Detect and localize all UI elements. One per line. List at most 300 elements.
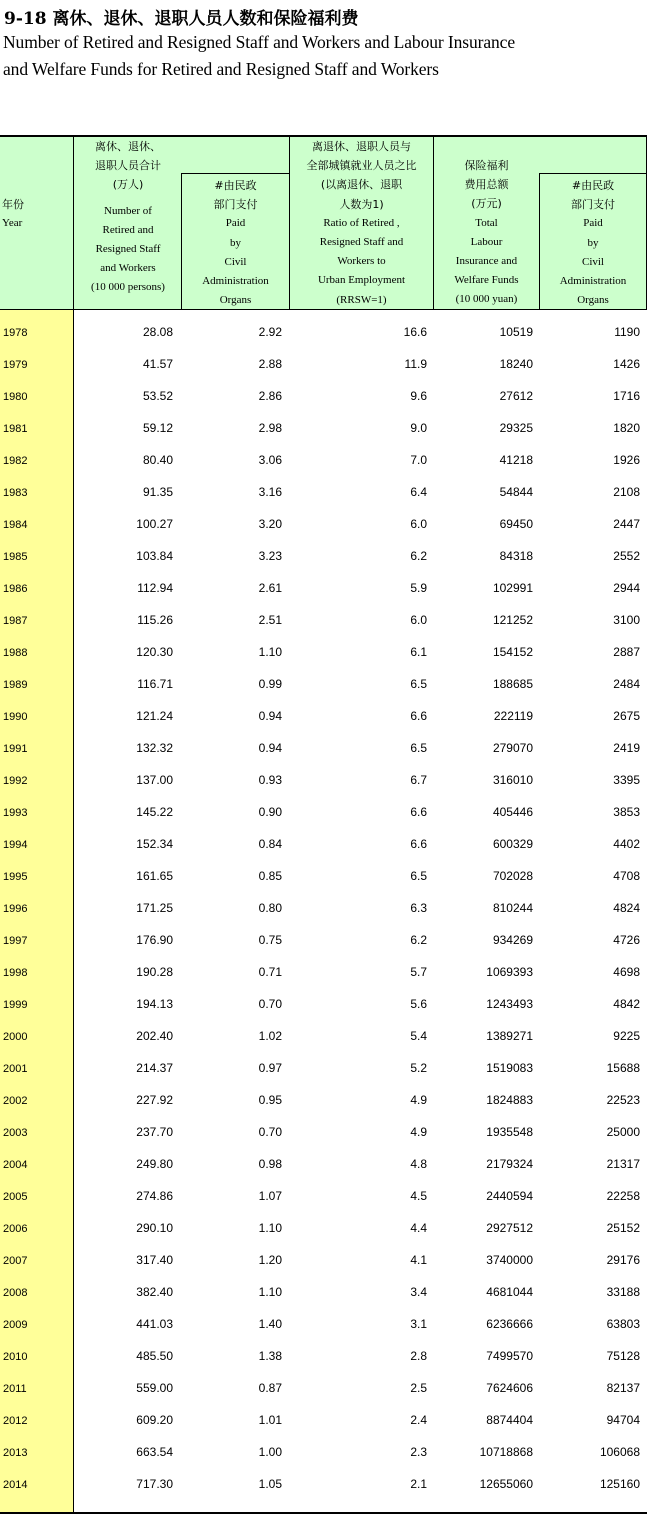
value-cell: 2440594 <box>486 1189 533 1203</box>
header-text: Ratio of Retired , <box>323 216 400 229</box>
value-cell: 10519 <box>499 325 533 339</box>
value-cell: 6.5 <box>410 677 427 691</box>
value-cell: 0.70 <box>258 997 282 1011</box>
value-cell: 0.90 <box>258 805 282 819</box>
value-cell: 103.84 <box>136 549 173 563</box>
value-cell: 5.7 <box>410 965 427 979</box>
value-cell: 22258 <box>606 1189 640 1203</box>
value-cell: 190.28 <box>136 965 173 979</box>
value-cell: 2108 <box>613 485 640 499</box>
value-cell: 121252 <box>492 613 533 627</box>
year-cell: 2003 <box>3 1127 28 1139</box>
header-text: Organs <box>219 294 252 307</box>
value-cell: 1926 <box>613 453 640 467</box>
year-cell: 1985 <box>3 551 28 563</box>
value-cell: 702028 <box>492 869 533 883</box>
header-text: (万人) <box>112 178 144 192</box>
table-row <box>0 728 647 760</box>
value-cell: 279070 <box>492 741 533 755</box>
value-cell: 1519083 <box>486 1061 533 1075</box>
table-row <box>0 984 647 1016</box>
value-cell: 1.20 <box>258 1253 282 1267</box>
year-cell: 1993 <box>3 807 28 819</box>
value-cell: 2.5 <box>410 1381 427 1395</box>
value-cell: 4842 <box>613 997 640 1011</box>
table-row <box>0 792 647 824</box>
header-ratio <box>290 137 433 310</box>
value-cell: 8874404 <box>486 1413 533 1427</box>
year-cell: 2004 <box>3 1159 28 1171</box>
value-cell: 4.9 <box>410 1125 427 1139</box>
year-cell: 2005 <box>3 1191 28 1203</box>
value-cell: 25152 <box>606 1221 640 1235</box>
value-cell: 249.80 <box>136 1157 173 1171</box>
value-cell: 717.30 <box>136 1477 173 1491</box>
year-cell: 1998 <box>3 967 28 979</box>
value-cell: 1069393 <box>486 965 533 979</box>
header-text: by <box>230 236 241 249</box>
year-cell: 2009 <box>3 1319 28 1331</box>
header-text: #由民政 <box>571 179 615 192</box>
value-cell: 94704 <box>606 1413 640 1427</box>
value-cell: 2.4 <box>410 1413 427 1427</box>
value-cell: 609.20 <box>136 1413 173 1427</box>
table-row <box>0 312 647 344</box>
table-row <box>0 600 647 632</box>
value-cell: 137.00 <box>136 773 173 787</box>
value-cell: 0.84 <box>258 837 282 851</box>
table-row <box>0 1336 647 1368</box>
header-text: and Workers <box>100 262 156 275</box>
value-cell: 4698 <box>613 965 640 979</box>
year-cell: 2001 <box>3 1063 28 1075</box>
header-text: 退职人员合计 <box>95 159 161 173</box>
year-cell: 1997 <box>3 935 28 947</box>
value-cell: 5.6 <box>410 997 427 1011</box>
value-cell: 1389271 <box>486 1029 533 1043</box>
table-row <box>0 344 647 376</box>
value-cell: 5.4 <box>410 1029 427 1043</box>
value-cell: 3853 <box>613 805 640 819</box>
value-cell: 75128 <box>606 1349 640 1363</box>
value-cell: 6.2 <box>410 549 427 563</box>
value-cell: 2927512 <box>486 1221 533 1235</box>
table-row <box>0 1080 647 1112</box>
year-cell: 1981 <box>3 423 28 435</box>
year-cell: 2010 <box>3 1351 28 1363</box>
table-row <box>0 1368 647 1400</box>
value-cell: 227.92 <box>136 1093 173 1107</box>
value-cell: 2447 <box>613 517 640 531</box>
year-cell: 1982 <box>3 455 28 467</box>
header-text: Paid <box>583 217 603 230</box>
year-cell: 2013 <box>3 1447 28 1459</box>
value-cell: 290.10 <box>136 1221 173 1235</box>
value-cell: 29325 <box>499 421 533 435</box>
value-cell: 274.86 <box>136 1189 173 1203</box>
value-cell: 4681044 <box>486 1285 533 1299</box>
value-cell: 6.1 <box>410 645 427 659</box>
value-cell: 600329 <box>492 837 533 851</box>
header-text: Total <box>475 216 498 229</box>
value-cell: 6.4 <box>410 485 427 499</box>
year-cell: 1979 <box>3 359 28 371</box>
value-cell: 1.01 <box>258 1413 282 1427</box>
header-text: (万元) <box>471 197 502 211</box>
value-cell: 116.71 <box>137 677 173 691</box>
value-cell: 2419 <box>613 741 640 755</box>
header-funds <box>434 156 539 310</box>
year-cell: 2008 <box>3 1287 28 1299</box>
table-row <box>0 1432 647 1464</box>
value-cell: 54844 <box>499 485 533 499</box>
value-cell: 1426 <box>613 357 640 371</box>
value-cell: 1716 <box>613 389 640 403</box>
value-cell: 4726 <box>613 933 640 947</box>
value-cell: 6.5 <box>410 741 427 755</box>
year-cell: 1991 <box>3 743 28 755</box>
year-cell: 1986 <box>3 583 28 595</box>
year-cell: 2014 <box>3 1479 28 1491</box>
value-cell: 2887 <box>613 645 640 659</box>
value-cell: 0.99 <box>258 677 282 691</box>
value-cell: 132.32 <box>136 741 173 755</box>
value-cell: 5.2 <box>410 1061 427 1075</box>
value-cell: 5.9 <box>410 581 427 595</box>
table-row <box>0 1112 647 1144</box>
header-text: Administration <box>202 275 269 288</box>
value-cell: 6.7 <box>410 773 427 787</box>
header-text: Resigned Staff <box>95 243 161 256</box>
header-text: 部门支付 <box>571 198 615 212</box>
year-cell: 2011 <box>3 1383 27 1395</box>
header-text: 部门支付 <box>213 198 258 212</box>
value-cell: 1.38 <box>258 1349 282 1363</box>
table-row <box>0 504 647 536</box>
year-cell: 1989 <box>3 679 28 691</box>
value-cell: 33188 <box>606 1285 640 1299</box>
value-cell: 41218 <box>499 453 533 467</box>
value-cell: 316010 <box>492 773 533 787</box>
value-cell: 405446 <box>492 805 533 819</box>
value-cell: 1243493 <box>486 997 533 1011</box>
value-cell: 2.92 <box>258 325 282 339</box>
value-cell: 176.90 <box>136 933 173 947</box>
value-cell: 15688 <box>606 1061 640 1075</box>
header-text: Workers to <box>337 255 386 268</box>
value-cell: 63803 <box>606 1317 640 1331</box>
header-text: 费用总额 <box>464 178 509 192</box>
value-cell: 80.40 <box>142 453 173 467</box>
table-row <box>0 1304 647 1336</box>
value-cell: 1.40 <box>258 1317 282 1331</box>
value-cell: 171.25 <box>136 901 173 915</box>
value-cell: 2179324 <box>486 1157 533 1171</box>
header-subrule <box>181 173 289 174</box>
value-cell: 82137 <box>606 1381 640 1395</box>
value-cell: 2944 <box>613 581 640 595</box>
year-cell: 2012 <box>3 1415 28 1427</box>
value-cell: 0.87 <box>258 1381 282 1395</box>
table-row <box>0 1464 647 1496</box>
year-cell: 1996 <box>3 903 28 915</box>
header-text: Retired and <box>102 223 154 236</box>
value-cell: 485.50 <box>136 1349 173 1363</box>
header-text: Paid <box>225 217 246 230</box>
table-row <box>0 856 647 888</box>
header-text: 保险福利 <box>464 159 509 172</box>
value-cell: 7.0 <box>410 453 427 467</box>
value-cell: 4402 <box>613 837 640 851</box>
value-cell: 154152 <box>492 645 533 659</box>
value-cell: 16.6 <box>403 325 427 339</box>
value-cell: 222119 <box>493 709 533 723</box>
value-cell: 4.8 <box>410 1157 427 1171</box>
value-cell: 121.24 <box>136 709 173 723</box>
value-cell: 0.97 <box>258 1061 282 1075</box>
table-row <box>0 664 647 696</box>
year-cell: 2002 <box>3 1095 28 1107</box>
table-row <box>0 888 647 920</box>
year-cell: 1987 <box>3 615 28 627</box>
header-year <box>2 195 62 233</box>
table-row <box>0 1016 647 1048</box>
value-cell: 317.40 <box>136 1253 173 1267</box>
value-cell: 18240 <box>499 357 533 371</box>
value-cell: 6.5 <box>410 869 427 883</box>
value-cell: 1935548 <box>486 1125 533 1139</box>
value-cell: 4.5 <box>410 1189 427 1203</box>
header-text: 全部城镇就业人员之比 <box>306 159 417 173</box>
value-cell: 10718868 <box>479 1445 533 1459</box>
value-cell: 194.13 <box>136 997 173 1011</box>
header-text: (以离退休、退职 <box>320 178 403 192</box>
header-total-persons <box>75 137 181 298</box>
year-cell: 1978 <box>3 327 28 339</box>
header-subrule <box>539 173 647 174</box>
year-cell: 1999 <box>3 999 28 1011</box>
table-title-english-line2: and Welfare Funds for Retired and Resigned Staff and Workers <box>3 59 439 79</box>
value-cell: 2.61 <box>258 581 282 595</box>
value-cell: 0.93 <box>258 773 282 787</box>
table-row <box>0 376 647 408</box>
year-cell: 1983 <box>3 487 28 499</box>
table-row <box>0 1208 647 1240</box>
table-row <box>0 472 647 504</box>
year-cell: 2000 <box>3 1031 28 1043</box>
header-text: (RRSW=1) <box>336 293 387 306</box>
value-cell: 6.2 <box>410 933 427 947</box>
year-cell: 1994 <box>3 839 28 851</box>
value-cell: 0.80 <box>258 901 282 915</box>
table-title-chinese: 9-18 离休、退休、退职人员人数和保险福利费 <box>4 9 359 29</box>
value-cell: 2.1 <box>410 1477 427 1491</box>
value-cell: 2.3 <box>410 1445 427 1459</box>
value-cell: 0.70 <box>258 1125 282 1139</box>
header-text: (10 000 persons) <box>91 281 165 294</box>
table-row <box>0 1272 647 1304</box>
year-cell: 2006 <box>3 1223 28 1235</box>
table-row <box>0 1176 647 1208</box>
value-cell: 3.1 <box>410 1317 427 1331</box>
value-cell: 145.22 <box>136 805 173 819</box>
value-cell: 7624606 <box>486 1381 533 1395</box>
value-cell: 4824 <box>613 901 640 915</box>
value-cell: 161.65 <box>136 869 173 883</box>
value-cell: 6.6 <box>410 709 427 723</box>
value-cell: 0.95 <box>258 1093 282 1107</box>
value-cell: 84318 <box>499 549 533 563</box>
value-cell: 1.10 <box>258 1221 282 1235</box>
year-cell: 1984 <box>3 519 28 531</box>
year-cell: 1988 <box>3 647 28 659</box>
table-row <box>0 952 647 984</box>
value-cell: 3.16 <box>258 485 282 499</box>
header-text: Organs <box>577 294 609 307</box>
value-cell: 2.51 <box>258 613 282 627</box>
value-cell: 102991 <box>492 581 533 595</box>
value-cell: 3740000 <box>486 1253 533 1267</box>
table-row <box>0 440 647 472</box>
table-row <box>0 920 647 952</box>
value-cell: 6.6 <box>410 805 427 819</box>
value-cell: 2.98 <box>258 421 282 435</box>
value-cell: 9.6 <box>410 389 427 403</box>
value-cell: 2675 <box>613 709 640 723</box>
value-cell: 7499570 <box>486 1349 533 1363</box>
value-cell: 810244 <box>492 901 533 915</box>
value-cell: 3.4 <box>410 1285 427 1299</box>
table-row <box>0 760 647 792</box>
table-title-english-line1: Number of Retired and Resigned Staff and Workers and Labour Insurance <box>3 32 515 52</box>
value-cell: 29176 <box>606 1253 640 1267</box>
value-cell: 3100 <box>613 613 640 627</box>
value-cell: 0.71 <box>258 965 282 979</box>
header-civil-persons <box>182 176 289 310</box>
value-cell: 237.70 <box>136 1125 173 1139</box>
table-row <box>0 1240 647 1272</box>
header-text: 人数为1) <box>339 197 384 211</box>
value-cell: 1190 <box>614 325 640 339</box>
value-cell: 441.03 <box>136 1317 173 1331</box>
year-cell: 1990 <box>3 711 28 723</box>
value-cell: 1.10 <box>258 645 282 659</box>
value-cell: 69450 <box>499 517 533 531</box>
value-cell: 6.0 <box>410 517 427 531</box>
value-cell: 59.12 <box>142 421 173 435</box>
value-cell: 559.00 <box>136 1381 173 1395</box>
value-cell: 2.88 <box>258 357 282 371</box>
header-text: 离休、退休、 <box>95 140 161 153</box>
table-row <box>0 408 647 440</box>
header-text: Welfare Funds <box>454 274 519 287</box>
value-cell: 125160 <box>599 1477 640 1491</box>
value-cell: 0.94 <box>258 709 282 723</box>
value-cell: 21317 <box>606 1157 640 1171</box>
value-cell: 2.86 <box>258 389 282 403</box>
header-year-en: Year <box>2 217 23 230</box>
value-cell: 4708 <box>613 869 640 883</box>
header-text: by <box>587 236 599 249</box>
header-text: Civil <box>224 255 247 268</box>
value-cell: 1.07 <box>258 1189 282 1203</box>
year-cell: 1992 <box>3 775 28 787</box>
header-text: Resigned Staff and <box>319 236 404 249</box>
value-cell: 106068 <box>599 1445 640 1459</box>
value-cell: 1820 <box>613 421 640 435</box>
value-cell: 6.6 <box>410 837 427 851</box>
value-cell: 9225 <box>613 1029 640 1043</box>
header-text: Insurance and <box>455 255 518 268</box>
value-cell: 663.54 <box>136 1445 173 1459</box>
value-cell: 1.10 <box>258 1285 282 1299</box>
value-cell: 115.26 <box>137 613 173 627</box>
value-cell: 53.52 <box>142 389 173 403</box>
header-text: Labour <box>470 235 503 248</box>
year-cell: 1995 <box>3 871 28 883</box>
value-cell: 100.27 <box>136 517 173 531</box>
year-cell: 1980 <box>3 391 28 403</box>
value-cell: 3.20 <box>258 517 282 531</box>
value-cell: 4.9 <box>410 1093 427 1107</box>
table-bottom-rule <box>0 1512 647 1514</box>
value-cell: 41.57 <box>142 357 173 371</box>
value-cell: 120.30 <box>136 645 173 659</box>
table-row <box>0 1400 647 1432</box>
header-text: Number of <box>104 204 152 217</box>
table-row <box>0 824 647 856</box>
header-text: (10 000 yuan) <box>455 293 518 306</box>
value-cell: 4.1 <box>410 1253 427 1267</box>
value-cell: 9.0 <box>410 421 427 435</box>
value-cell: 0.98 <box>258 1157 282 1171</box>
value-cell: 4.4 <box>410 1221 427 1235</box>
value-cell: 25000 <box>606 1125 640 1139</box>
value-cell: 214.37 <box>136 1061 173 1075</box>
header-text: Administration <box>559 275 627 288</box>
header-text: Civil <box>581 255 604 268</box>
value-cell: 6236666 <box>486 1317 533 1331</box>
table-row <box>0 1144 647 1176</box>
value-cell: 3395 <box>613 773 640 787</box>
value-cell: 202.40 <box>136 1029 173 1043</box>
value-cell: 1824883 <box>486 1093 533 1107</box>
value-cell: 2552 <box>613 549 640 563</box>
value-cell: 3.23 <box>258 549 282 563</box>
value-cell: 27612 <box>499 389 533 403</box>
value-cell: 3.06 <box>258 453 282 467</box>
table-row <box>0 536 647 568</box>
value-cell: 2484 <box>613 677 640 691</box>
value-cell: 28.08 <box>142 325 173 339</box>
value-cell: 11.9 <box>404 357 427 371</box>
table-row <box>0 632 647 664</box>
header-text: #由民政 <box>214 179 257 192</box>
header-text: Urban Employment <box>317 274 406 287</box>
value-cell: 0.85 <box>258 869 282 883</box>
value-cell: 152.34 <box>136 837 173 851</box>
value-cell: 188685 <box>492 677 533 691</box>
value-cell: 934269 <box>492 933 533 947</box>
value-cell: 91.35 <box>142 485 173 499</box>
value-cell: 2.8 <box>410 1349 427 1363</box>
value-cell: 0.94 <box>258 741 282 755</box>
value-cell: 12655060 <box>479 1477 533 1491</box>
value-cell: 382.40 <box>136 1285 173 1299</box>
value-cell: 1.00 <box>258 1445 282 1459</box>
value-cell: 6.3 <box>410 901 427 915</box>
value-cell: 1.02 <box>258 1029 282 1043</box>
